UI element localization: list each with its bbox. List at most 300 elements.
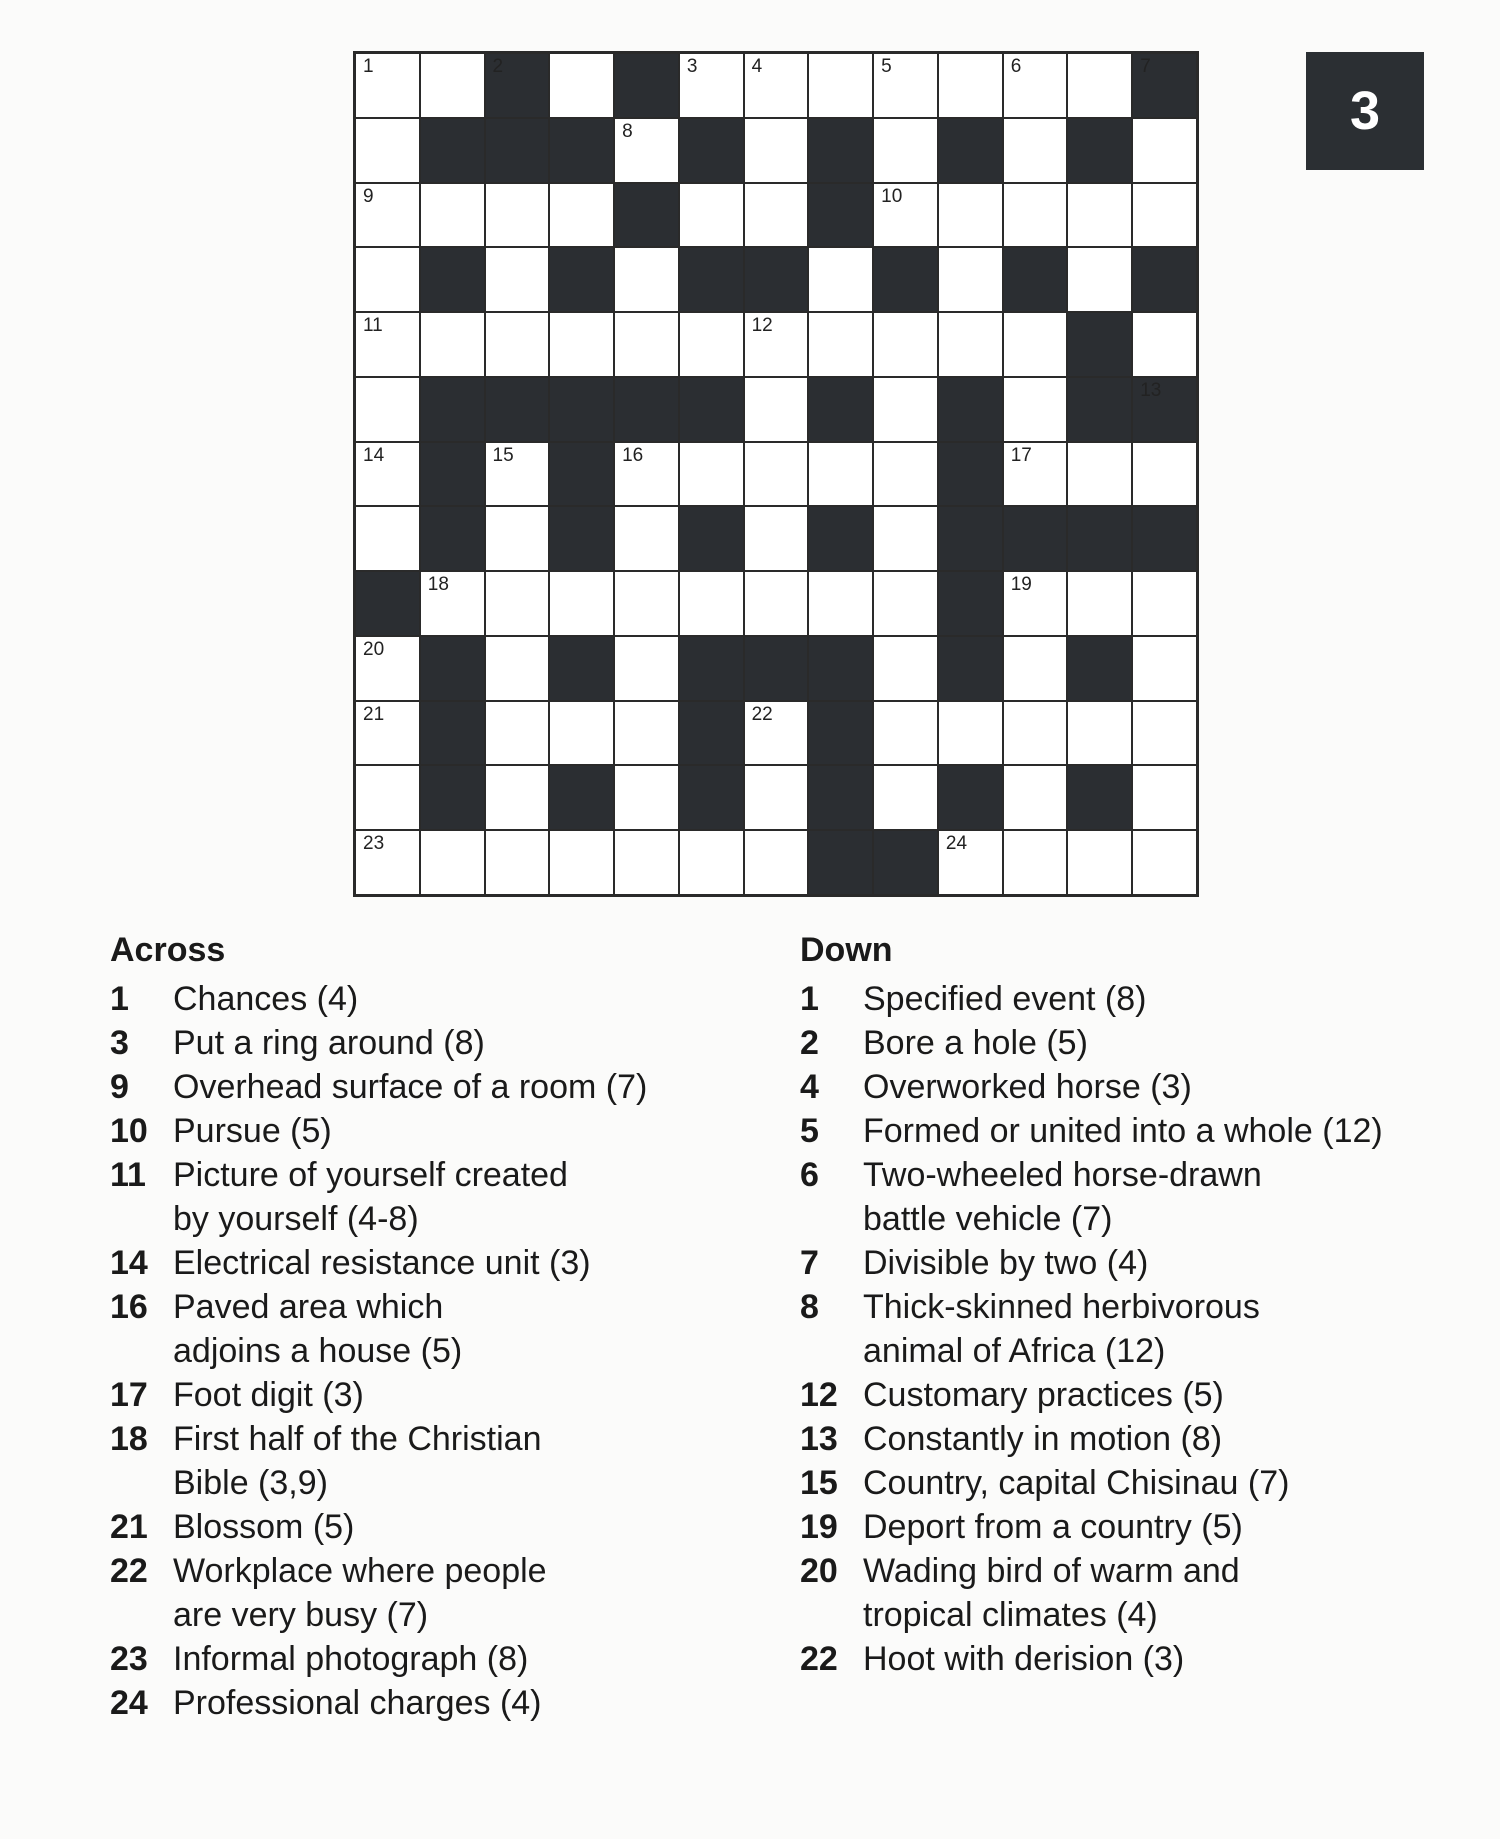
across-clue	[110, 1373, 730, 1417]
black-square	[421, 637, 484, 700]
clue-text-line: Electrical resistance unit (3)	[173, 1244, 591, 1282]
clue-text	[173, 1153, 730, 1241]
black-square	[1068, 637, 1131, 700]
clue-number: 9	[363, 185, 374, 207]
clue-number: 4	[751, 56, 763, 77]
across-clue	[110, 1241, 730, 1285]
black-square	[421, 119, 484, 182]
clue-text	[863, 1373, 1490, 1417]
answer-cell[interactable]	[615, 572, 678, 635]
clue-number: 12	[751, 315, 773, 337]
clue-text-line: Paved area which	[173, 1288, 444, 1326]
clue-text-line: tropical climates (4)	[863, 1596, 1158, 1634]
answer-cell[interactable]	[1004, 766, 1067, 829]
answer-cell[interactable]	[1004, 702, 1067, 765]
answer-cell[interactable]	[745, 54, 808, 117]
answer-cell[interactable]	[356, 54, 419, 117]
black-square	[745, 248, 808, 311]
clue-text	[173, 1681, 730, 1725]
clue-number: 10	[881, 185, 903, 207]
clue-text	[863, 1153, 1490, 1241]
black-square	[874, 831, 937, 894]
answer-cell[interactable]	[356, 313, 419, 376]
black-square	[680, 119, 743, 182]
answer-cell[interactable]	[1068, 54, 1131, 117]
answer-cell[interactable]	[745, 572, 808, 635]
clue-text-line: by yourself (4-8)	[173, 1200, 419, 1238]
answer-cell[interactable]	[939, 54, 1002, 117]
answer-cell[interactable]	[1004, 572, 1067, 635]
answer-cell[interactable]	[874, 572, 937, 635]
clue-number: 19	[1010, 574, 1032, 596]
answer-cell[interactable]	[486, 443, 549, 506]
clue-number: 10	[110, 1112, 148, 1150]
clue-text-line: Thick-skinned herbivorous	[863, 1288, 1260, 1326]
clue-number: 4	[800, 1068, 819, 1106]
black-square	[550, 766, 613, 829]
clue-text	[173, 1241, 730, 1285]
clue-text-line: Chances (4)	[173, 980, 359, 1018]
answer-cell[interactable]	[356, 184, 419, 247]
black-square	[356, 572, 419, 635]
answer-cell[interactable]	[874, 184, 937, 247]
answer-cell[interactable]	[1004, 831, 1067, 894]
down-clue	[800, 1637, 1490, 1681]
clue-number: 21	[110, 1508, 148, 1546]
clue-number: 11	[110, 1156, 146, 1194]
black-square	[1004, 507, 1067, 570]
clue-number: 23	[363, 833, 385, 855]
clue-text	[863, 977, 1490, 1021]
black-square	[809, 831, 872, 894]
answer-cell[interactable]	[486, 184, 549, 247]
answer-cell[interactable]	[809, 313, 872, 376]
clue-text	[173, 1549, 730, 1637]
answer-cell[interactable]	[745, 313, 808, 376]
down-clue	[800, 977, 1490, 1021]
answer-cell[interactable]	[745, 831, 808, 894]
black-square	[745, 637, 808, 700]
clue-number: 6	[1010, 56, 1022, 77]
clue-number: 5	[881, 56, 892, 77]
clue-text	[863, 1461, 1490, 1505]
answer-cell[interactable]	[356, 766, 419, 829]
answer-cell[interactable]	[1133, 119, 1196, 182]
clue-text	[173, 1109, 730, 1153]
clue-text	[173, 1373, 730, 1417]
answer-cell[interactable]	[874, 54, 937, 117]
answer-cell[interactable]	[615, 507, 678, 570]
answer-cell[interactable]	[550, 831, 613, 894]
across-clue	[110, 1681, 730, 1725]
clue-text-line: Professional charges (4)	[173, 1684, 542, 1722]
clue-text	[863, 1021, 1490, 1065]
black-square	[550, 507, 613, 570]
black-square	[615, 54, 678, 117]
clue-text	[173, 1417, 730, 1505]
black-square	[421, 702, 484, 765]
answer-cell[interactable]	[356, 831, 419, 894]
black-square	[1068, 507, 1131, 570]
down-clue	[800, 1109, 1490, 1153]
black-square	[809, 507, 872, 570]
clue-text-line: First half of the Christian	[173, 1420, 542, 1458]
answer-cell[interactable]	[680, 184, 743, 247]
clue-number: 22	[110, 1552, 148, 1590]
down-clue	[800, 1461, 1490, 1505]
answer-cell[interactable]	[615, 766, 678, 829]
black-square	[680, 378, 743, 441]
clue-number: 13	[1140, 379, 1162, 401]
down-clue	[800, 1373, 1490, 1417]
clue-number: 13	[800, 1420, 838, 1458]
clue-number: 2	[800, 1024, 819, 1062]
answer-cell[interactable]	[874, 702, 937, 765]
answer-cell[interactable]	[809, 443, 872, 506]
black-square	[680, 766, 743, 829]
clue-text-line: Bore a hole (5)	[863, 1024, 1088, 1062]
clue-text-line: Foot digit (3)	[173, 1376, 364, 1414]
black-square	[1133, 378, 1196, 441]
clue-number: 5	[800, 1112, 819, 1150]
black-square	[1068, 766, 1131, 829]
black-square	[809, 184, 872, 247]
answer-cell[interactable]	[939, 313, 1002, 376]
down-clues	[800, 930, 1490, 1681]
black-square	[939, 572, 1002, 635]
clue-text	[863, 1285, 1490, 1373]
clue-text-line: Divisible by two (4)	[863, 1244, 1149, 1282]
answer-cell[interactable]	[745, 766, 808, 829]
clue-number: 7	[800, 1244, 819, 1282]
black-square	[550, 378, 613, 441]
clue-number: 16	[622, 444, 644, 466]
answer-cell[interactable]	[486, 702, 549, 765]
black-square	[680, 248, 743, 311]
black-square	[809, 378, 872, 441]
answer-cell[interactable]	[1004, 54, 1067, 117]
answer-cell[interactable]	[486, 507, 549, 570]
answer-cell[interactable]	[356, 378, 419, 441]
clue-text-line: Constantly in motion (8)	[863, 1420, 1223, 1458]
clue-text-line: Country, capital Chisinau (7)	[863, 1464, 1290, 1502]
clue-text-line: Hoot with derision (3)	[863, 1640, 1185, 1678]
puzzle-number-badge: 3	[1306, 52, 1424, 170]
black-square	[1068, 119, 1131, 182]
clue-text-line: Put a ring around (8)	[173, 1024, 485, 1062]
across-clue	[110, 1505, 730, 1549]
clue-text	[173, 1065, 730, 1109]
answer-cell[interactable]	[550, 313, 613, 376]
answer-cell[interactable]	[809, 54, 872, 117]
answer-cell[interactable]	[680, 443, 743, 506]
answer-cell[interactable]	[421, 831, 484, 894]
clue-text	[173, 1505, 730, 1549]
answer-cell[interactable]	[550, 184, 613, 247]
clue-number: 23	[110, 1640, 148, 1678]
clue-number: 16	[110, 1288, 148, 1326]
black-square	[1133, 248, 1196, 311]
answer-cell[interactable]	[1004, 184, 1067, 247]
clue-number: 15	[800, 1464, 838, 1502]
answer-cell[interactable]	[874, 507, 937, 570]
answer-cell[interactable]	[356, 248, 419, 311]
black-square	[550, 637, 613, 700]
clue-text-line: Blossom (5)	[173, 1508, 355, 1546]
answer-cell[interactable]	[874, 378, 937, 441]
answer-cell[interactable]	[1133, 637, 1196, 700]
answer-cell[interactable]	[809, 572, 872, 635]
black-square	[939, 443, 1002, 506]
answer-cell[interactable]	[939, 702, 1002, 765]
black-square	[939, 637, 1002, 700]
down-clue	[800, 1065, 1490, 1109]
clue-number: 20	[363, 638, 385, 660]
answer-cell[interactable]	[421, 54, 484, 117]
answer-cell[interactable]	[1068, 248, 1131, 311]
clue-text-line: Informal photograph (8)	[173, 1640, 529, 1678]
black-square	[550, 119, 613, 182]
clue-text	[863, 1637, 1490, 1681]
clue-text-line: Bible (3,9)	[173, 1464, 328, 1502]
answer-cell[interactable]	[421, 313, 484, 376]
answer-cell[interactable]	[356, 119, 419, 182]
down-clue	[800, 1021, 1490, 1065]
answer-cell[interactable]	[1004, 378, 1067, 441]
answer-cell[interactable]	[680, 313, 743, 376]
clue-text-line: Picture of yourself created	[173, 1156, 568, 1194]
clue-number: 22	[800, 1640, 838, 1678]
answer-cell[interactable]	[421, 572, 484, 635]
clue-number: 15	[492, 444, 514, 466]
across-clue	[110, 1637, 730, 1681]
answer-cell[interactable]	[1068, 572, 1131, 635]
answer-cell[interactable]	[1133, 313, 1196, 376]
black-square	[421, 766, 484, 829]
clue-number: 1	[800, 980, 819, 1018]
across-clue	[110, 1065, 730, 1109]
clue-number: 11	[363, 315, 383, 337]
across-clue	[110, 1417, 730, 1505]
answer-cell[interactable]	[1068, 443, 1131, 506]
black-square	[809, 766, 872, 829]
clue-number: 21	[363, 703, 385, 725]
black-square	[809, 637, 872, 700]
answer-cell[interactable]	[745, 184, 808, 247]
answer-cell[interactable]	[615, 637, 678, 700]
black-square	[421, 507, 484, 570]
black-square	[486, 378, 549, 441]
black-square	[615, 184, 678, 247]
clue-text	[863, 1417, 1490, 1461]
answer-cell[interactable]	[486, 766, 549, 829]
answer-cell[interactable]	[874, 119, 937, 182]
clue-text-line: Overworked horse (3)	[863, 1068, 1192, 1106]
clue-number: 19	[800, 1508, 838, 1546]
clue-text	[863, 1241, 1490, 1285]
answer-cell[interactable]	[486, 637, 549, 700]
answer-cell[interactable]	[550, 572, 613, 635]
across-clues	[110, 930, 730, 1725]
clue-number: 18	[110, 1420, 148, 1458]
answer-cell[interactable]	[745, 702, 808, 765]
answer-cell[interactable]	[1133, 443, 1196, 506]
across-clue	[110, 1109, 730, 1153]
down-heading: Down	[800, 931, 893, 969]
answer-cell[interactable]	[745, 378, 808, 441]
answer-cell[interactable]	[356, 507, 419, 570]
answer-cell[interactable]	[1004, 313, 1067, 376]
clue-number: 24	[110, 1684, 148, 1722]
black-square	[809, 702, 872, 765]
black-square	[939, 378, 1002, 441]
answer-cell[interactable]	[550, 702, 613, 765]
clue-text-line: Formed or united into a whole (12)	[863, 1112, 1383, 1150]
answer-cell[interactable]	[615, 831, 678, 894]
clue-number: 1	[363, 56, 374, 77]
black-square	[421, 443, 484, 506]
black-square	[809, 119, 872, 182]
black-square	[1068, 313, 1131, 376]
clue-number: 1	[110, 980, 129, 1018]
clue-text-line: Customary practices (5)	[863, 1376, 1224, 1414]
clue-text	[173, 1021, 730, 1065]
clue-text-line: battle vehicle (7)	[863, 1200, 1113, 1238]
answer-cell[interactable]	[874, 766, 937, 829]
clue-text	[863, 1065, 1490, 1109]
clue-text	[173, 1637, 730, 1681]
clue-number: 24	[945, 833, 968, 855]
answer-cell[interactable]	[874, 443, 937, 506]
answer-cell[interactable]	[680, 572, 743, 635]
black-square	[1133, 507, 1196, 570]
across-clue	[110, 1153, 730, 1241]
clue-number: 6	[800, 1156, 819, 1194]
clue-text-line: Deport from a country (5)	[863, 1508, 1243, 1546]
black-square	[680, 507, 743, 570]
clue-number: 18	[427, 574, 449, 596]
answer-cell[interactable]	[1004, 443, 1067, 506]
answer-cell[interactable]	[615, 313, 678, 376]
answer-cell[interactable]	[1068, 184, 1131, 247]
answer-cell[interactable]	[1133, 572, 1196, 635]
down-clue	[800, 1505, 1490, 1549]
answer-cell[interactable]	[1133, 184, 1196, 247]
black-square	[1004, 248, 1067, 311]
answer-cell[interactable]	[874, 637, 937, 700]
clue-text-line: animal of Africa (12)	[863, 1332, 1166, 1370]
black-square	[421, 248, 484, 311]
answer-cell[interactable]	[745, 119, 808, 182]
answer-cell[interactable]	[550, 54, 613, 117]
answer-cell[interactable]	[1068, 702, 1131, 765]
answer-cell[interactable]	[356, 443, 419, 506]
black-square	[486, 119, 549, 182]
across-clue	[110, 1549, 730, 1637]
answer-cell[interactable]	[356, 702, 419, 765]
black-square	[486, 54, 549, 117]
clue-number: 12	[800, 1376, 838, 1414]
clue-number: 22	[751, 703, 773, 725]
across-clue	[110, 1021, 730, 1065]
clue-number: 17	[1010, 444, 1032, 466]
clue-number: 14	[363, 444, 385, 466]
answer-cell[interactable]	[486, 831, 549, 894]
answer-cell[interactable]	[1133, 766, 1196, 829]
clue-text-line: Specified event (8)	[863, 980, 1147, 1018]
black-square	[550, 443, 613, 506]
down-clue	[800, 1153, 1490, 1241]
clue-text-line: Wading bird of warm and	[863, 1552, 1240, 1590]
answer-cell[interactable]	[486, 248, 549, 311]
clue-number: 20	[800, 1552, 838, 1590]
answer-cell[interactable]	[874, 313, 937, 376]
clue-number: 8	[622, 120, 633, 142]
answer-cell[interactable]	[356, 637, 419, 700]
crossword-grid	[353, 51, 1199, 897]
answer-cell[interactable]	[680, 831, 743, 894]
clue-number: 2	[492, 56, 504, 77]
answer-cell[interactable]	[486, 313, 549, 376]
answer-cell[interactable]	[809, 248, 872, 311]
clue-text	[173, 977, 730, 1021]
clue-number: 8	[800, 1288, 819, 1326]
clue-number: 9	[110, 1068, 129, 1106]
black-square	[421, 378, 484, 441]
clue-number: 3	[110, 1024, 129, 1062]
clue-text-line: adjoins a house (5)	[173, 1332, 463, 1370]
down-clue	[800, 1241, 1490, 1285]
answer-cell[interactable]	[1133, 831, 1196, 894]
answer-cell[interactable]	[1133, 702, 1196, 765]
answer-cell[interactable]	[939, 248, 1002, 311]
clue-number: 14	[110, 1244, 148, 1282]
answer-cell[interactable]	[745, 443, 808, 506]
answer-cell[interactable]	[615, 248, 678, 311]
black-square	[939, 507, 1002, 570]
answer-cell[interactable]	[939, 184, 1002, 247]
answer-cell[interactable]	[1068, 831, 1131, 894]
clue-text	[863, 1505, 1490, 1549]
answer-cell[interactable]	[615, 702, 678, 765]
answer-cell[interactable]	[421, 184, 484, 247]
black-square	[1133, 54, 1196, 117]
answer-cell[interactable]	[615, 119, 678, 182]
answer-cell[interactable]	[486, 572, 549, 635]
clue-number: 7	[1140, 56, 1151, 77]
answer-cell[interactable]	[1004, 637, 1067, 700]
clue-text	[863, 1109, 1490, 1153]
down-clue	[800, 1285, 1490, 1373]
clue-text	[173, 1285, 730, 1373]
clue-number: 3	[686, 56, 698, 77]
answer-cell[interactable]	[939, 831, 1002, 894]
answer-cell[interactable]	[680, 54, 743, 117]
clue-number: 17	[110, 1376, 148, 1414]
across-heading: Across	[110, 931, 226, 969]
down-clue	[800, 1417, 1490, 1461]
black-square	[615, 378, 678, 441]
clue-text	[863, 1549, 1490, 1637]
black-square	[874, 248, 937, 311]
black-square	[939, 119, 1002, 182]
answer-cell[interactable]	[1004, 119, 1067, 182]
answer-cell[interactable]	[745, 507, 808, 570]
answer-cell[interactable]	[615, 443, 678, 506]
clue-text-line: are very busy (7)	[173, 1596, 429, 1634]
across-clue	[110, 1285, 730, 1373]
clue-text-line: Pursue (5)	[173, 1112, 332, 1150]
